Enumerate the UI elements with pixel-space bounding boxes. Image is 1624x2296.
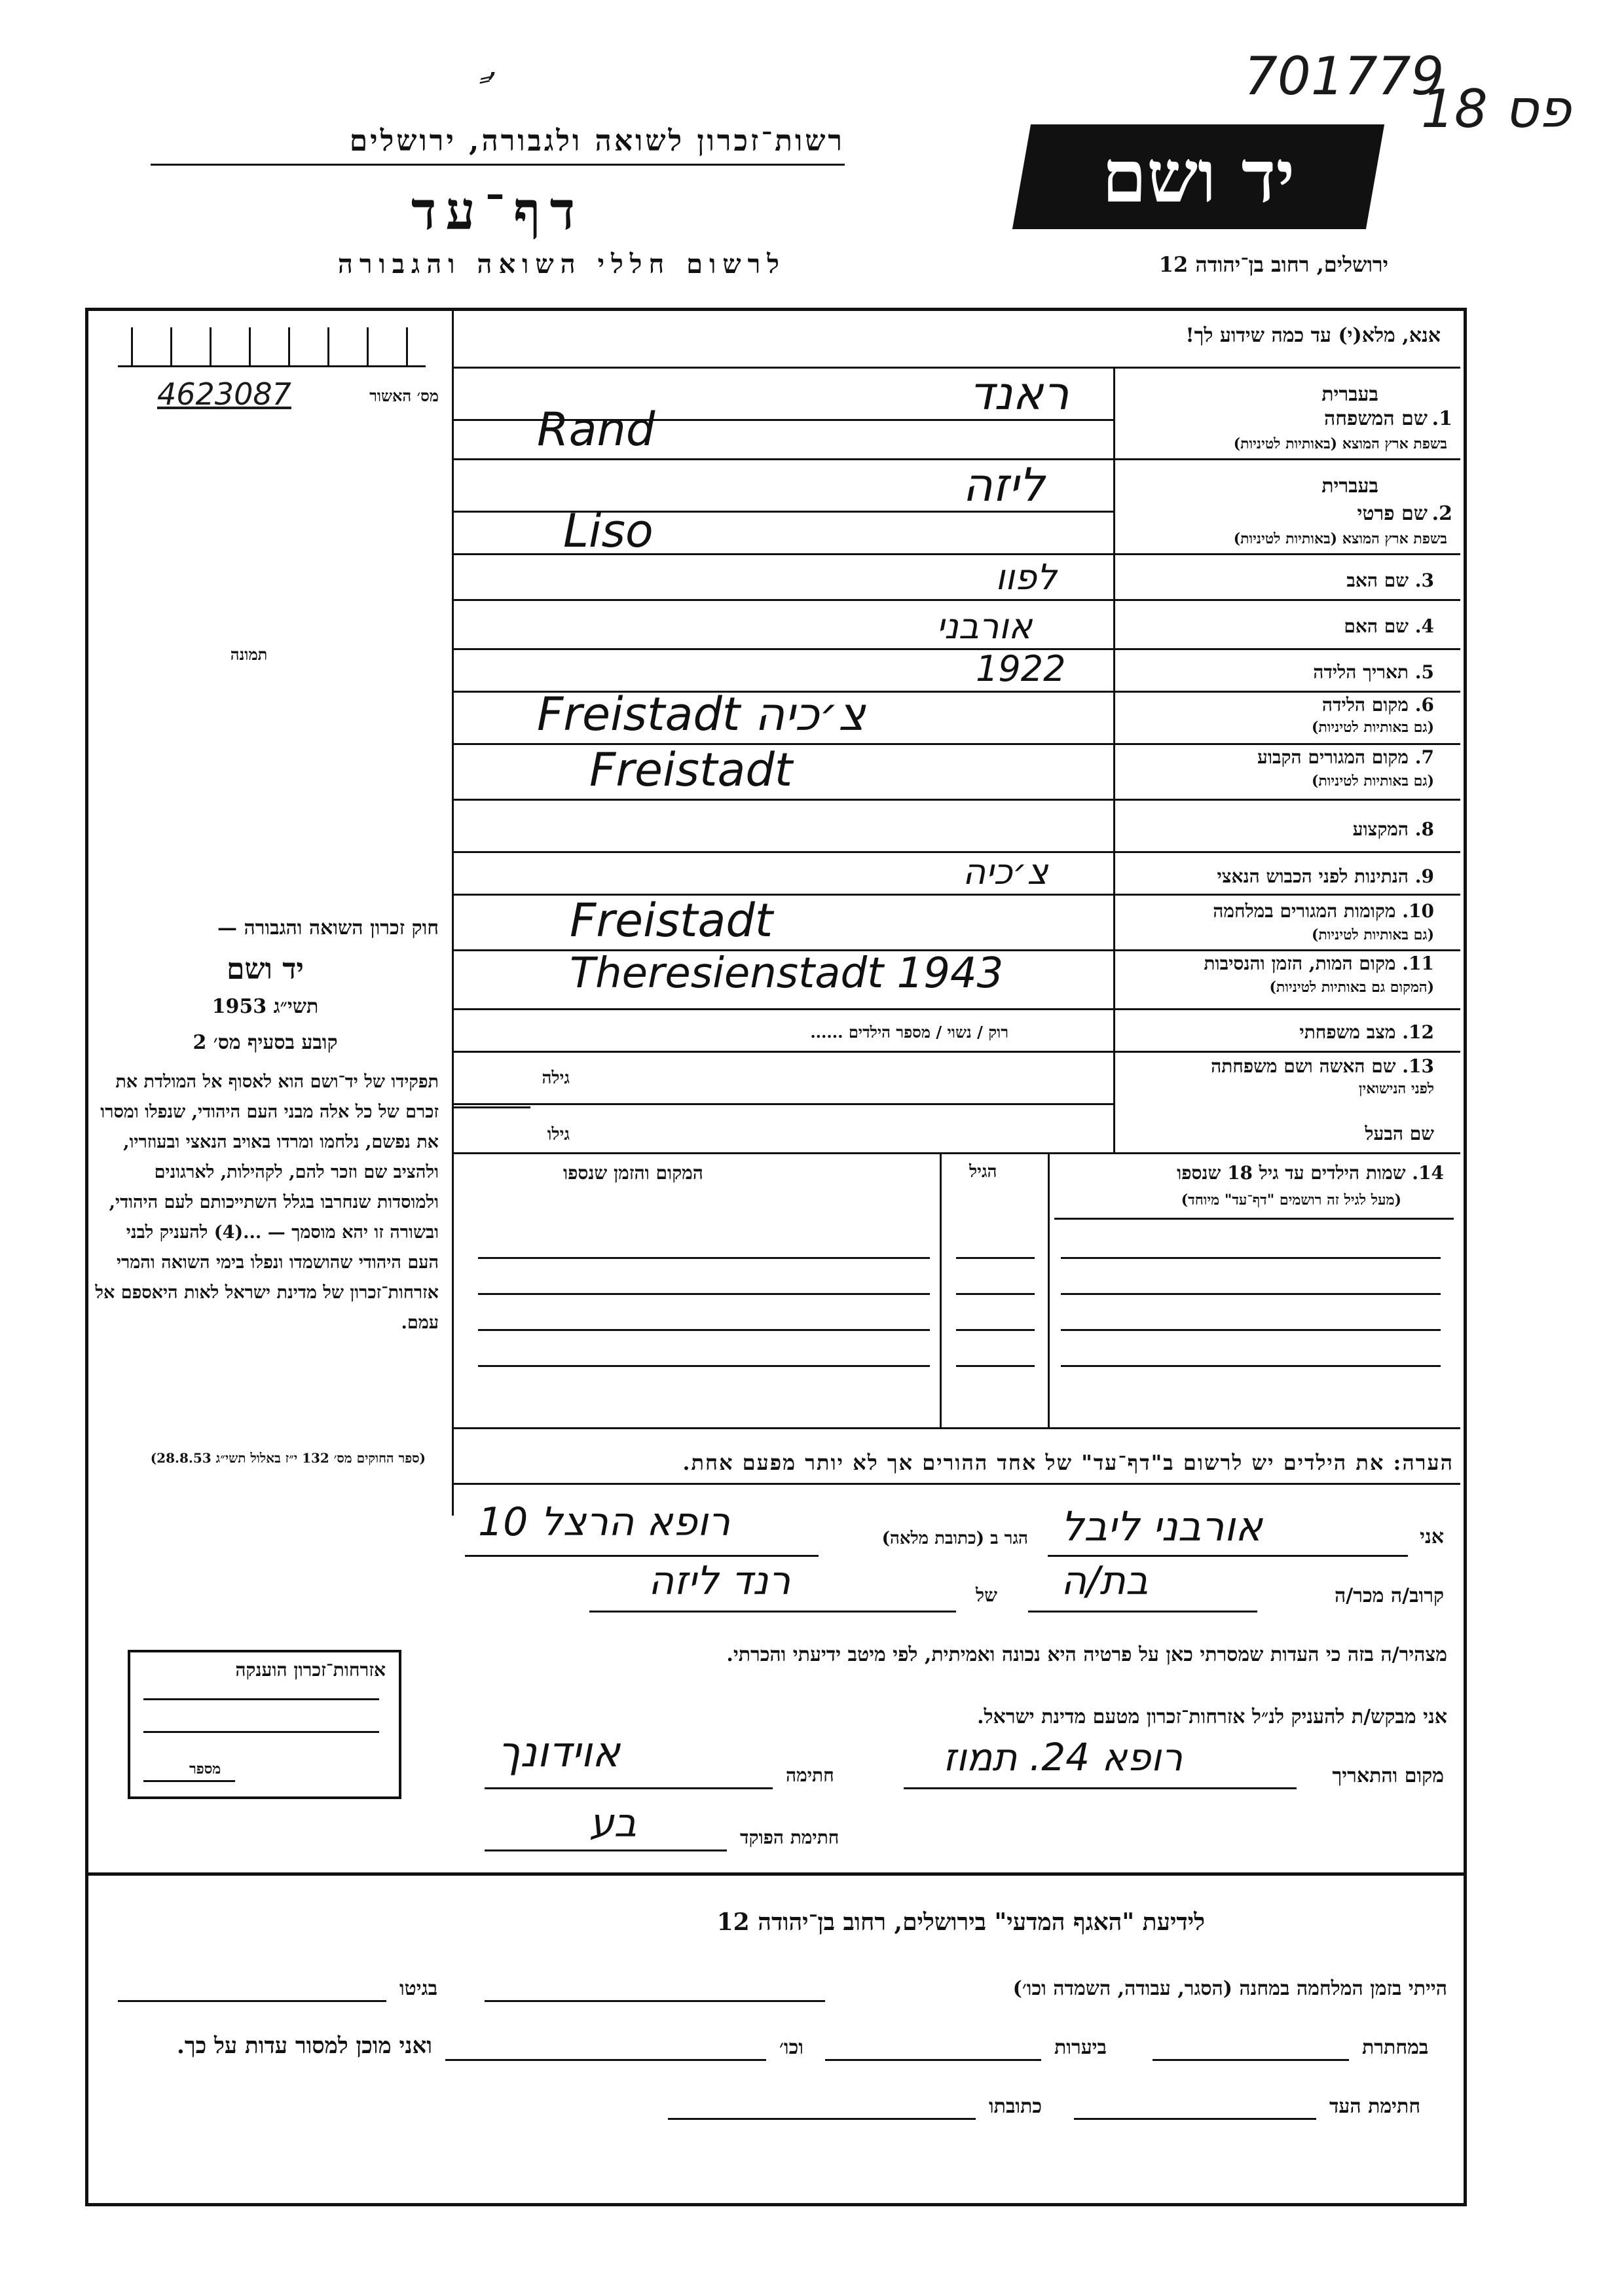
field-5-label: 5. תאריך הלידה <box>1313 661 1434 683</box>
field-9-label: 9. הנתינות לפני הכבוש הנאצי <box>1217 866 1434 887</box>
law-text: תפקידו של יד־ושם הוא לאסוף אל המולדת את זכרם של כל אלה מבני העם היהודי, שנפלו ומסרו את נפשם, נלחמו ומרדו באויב הנאצי ובעוזריו, ולהציב שם וזכר להם, לקהילות, לארגונים ולמוסדות שנחרבו בגלל השתייכותם לעם היהודי, ובשורה זו יהא מוסמך — ...(4) להעניק לבני העם היהודי שהושמדו ונפלו בימי השואה והמרי אזרחות־זכרון של מדינת ישראל לאות היאספם אל עמם. <box>95 1072 439 1333</box>
place-date-value: רופא 24. תמוז <box>943 1735 1183 1779</box>
clerk-signature-value: בע <box>589 1800 637 1846</box>
footer-line1: הייתי בזמן המלחמה במחנה (הסגר, עבודה, השמדה וכו׳) <box>1012 1977 1447 2000</box>
field-2-num: 2. <box>1431 502 1452 525</box>
declarant-prefix: אני <box>1420 1525 1444 1548</box>
declarant-name: אורבני ליבל <box>1061 1503 1263 1550</box>
field-11-note: (המקום גם באותיות לטיניות) <box>1269 979 1434 996</box>
footer-witness-signature-label: חתימת העד <box>1329 2095 1421 2118</box>
field-3-label: 3. שם האב <box>1346 570 1434 591</box>
field-2-origin-note: בשפת ארץ המוצא (באותיות לטיניות) <box>1233 530 1447 547</box>
citizenship-number-label: מספר <box>189 1760 221 1777</box>
field-8-label: 8. המקצוע <box>1352 818 1434 840</box>
field-2-value-hebrew: ליזה <box>963 458 1045 512</box>
signature-label: חתימה <box>786 1764 834 1786</box>
logo-text: יד ושם <box>1101 134 1295 219</box>
relative-label: קרוב/ה מכר/ה <box>1335 1584 1444 1607</box>
law-source: (ספר החוקים מס׳ 132 י״ז באלול תשי״ג 28.8.53) <box>150 1450 426 1466</box>
husband-name-label: שם הבעל <box>1365 1123 1434 1144</box>
left-column-divider <box>452 308 454 1516</box>
husband-name-value: גילו <box>547 1125 570 1144</box>
approval-box <box>118 327 426 367</box>
footer-ghetto-label: בגיטו <box>399 1977 438 2000</box>
field-9-value: צ׳כיה <box>963 851 1048 892</box>
field-12-label: 12. מצב משפחתי <box>1299 1021 1434 1043</box>
form-subtitle: לרשום חללי השואה והגבורה <box>337 249 786 280</box>
children-note: (מעל לגיל זה רושמים "דף־עד" מיוחד) <box>1181 1192 1401 1209</box>
clerk-signature-label: חתימת הפוקד <box>740 1827 840 1848</box>
of-label: של <box>976 1584 997 1606</box>
of-name: רנד ליזה <box>648 1558 791 1604</box>
field-10-label: 10. מקומות המגורים במלחמה <box>1213 900 1434 922</box>
document-number: 701779 <box>1244 46 1445 107</box>
field-13-label: 13. שם האשה ושם משפחתה <box>1211 1055 1434 1077</box>
children-label: 14. שמות הילדים עד גיל 18 שנספו <box>1177 1162 1444 1184</box>
field-6-value: Freistadt צ׳כיה <box>537 687 866 741</box>
declarant-address: רופא הרצל 10 <box>478 1499 731 1545</box>
request-text: אני מבקש/ת להעניק לנ״ל אזרחות־זכרון מטעם מדינת ישראל. <box>977 1705 1447 1728</box>
field-2-label: שם פרטי <box>1357 502 1428 525</box>
field-1-origin-note: בשפת ארץ המוצא (באותיות לטיניות) <box>1233 435 1447 452</box>
header-address: ירושלים, רחוב בן־יהודה 12 <box>1158 252 1388 277</box>
footer-testimony-label: ואני מוכן למסור עדות על כך. <box>177 2033 432 2059</box>
authority-name: רשות־זכרון לשואה ולגבורה, ירושלים <box>349 124 845 158</box>
field-6-latin-note: (גם באותיות לטיניות) <box>1311 719 1434 736</box>
field-4-value: אורבני <box>936 606 1033 647</box>
field-12-value: רוק / נשוי / מספר הילדים ...... <box>810 1023 1008 1042</box>
field-6-label: 6. מקום הלידה <box>1321 694 1434 716</box>
page-reference: פס 18 <box>1421 79 1572 139</box>
law-title: חוק זכרון השואה והגבורה — <box>217 917 439 939</box>
law-clause: קובע בסעיף מס׳ 2 <box>193 1031 338 1054</box>
field-1-value-hebrew: ראנד <box>969 367 1069 420</box>
law-name: יד ושם <box>227 953 304 986</box>
form-title: דף־עד <box>411 180 585 242</box>
footer-etc-label: וכו׳ <box>779 2036 803 2059</box>
field-13-value: גילה <box>542 1068 570 1088</box>
field-1-num: 1. <box>1431 407 1452 430</box>
relation-value: בת/ה <box>1061 1558 1149 1604</box>
children-remark: הערה: את הילדים יש לרשום ב"דף־עד" של אחד ההורים אך לא יותר מפעם אחת. <box>682 1450 1454 1475</box>
field-7-value: Freistadt <box>589 743 793 797</box>
footer-address-label: כתובתו <box>989 2095 1043 2118</box>
place-date-label: מקום והתאריך <box>1332 1764 1444 1787</box>
field-3-value: לפוו <box>995 556 1057 598</box>
field-2-value-latin: Liso <box>563 504 654 558</box>
children-col-age: הגיל <box>969 1162 997 1182</box>
field-7-latin-note: (גם באותיות לטיניות) <box>1311 773 1434 790</box>
field-11-value: Theresienstadt 1943 <box>570 949 1004 998</box>
footer-title: לידיעת "האגף המדעי" בירושלים, רחוב בן־יהודה 12 <box>716 1908 1205 1936</box>
field-13-note: לפני הנישואין <box>1358 1080 1434 1097</box>
approval-number: 4623087 <box>157 376 291 412</box>
in-hebrew-label-1: בעברית <box>1321 383 1378 406</box>
yad-vashem-logo <box>1012 124 1384 229</box>
signature-value: אוידונך <box>498 1728 620 1777</box>
top-mark: ٍ ‚ <box>478 46 499 84</box>
footer-divider <box>85 1872 1464 1876</box>
children-col-place: המקום והזמן שנספו <box>563 1162 703 1184</box>
authority-underline <box>151 164 845 166</box>
declaration-text: מצהיר/ה בזה כי העדות שמסרתי כאן על פרטיה היא נכונה ואמיתית, לפי מיטב ידיעתי והכרתי. <box>726 1643 1447 1666</box>
label-column-divider <box>1113 367 1115 1152</box>
instruction-divider <box>452 367 1460 369</box>
citizenship-box <box>128 1650 401 1799</box>
footer-underground-label: במחתרת <box>1362 2036 1429 2059</box>
citizenship-box-title: אזרחות־זכרון הוענקה <box>235 1659 386 1681</box>
field-11-label: 11. מקום המות, הזמן והנסיבות <box>1204 953 1434 974</box>
law-year: תשי״ג 1953 <box>212 995 319 1018</box>
field-1-value-latin: Rand <box>537 403 655 456</box>
field-10-value: Freistadt <box>570 894 773 947</box>
declarant-residing-label: הגר ב (כתובת מלאה) <box>881 1529 1028 1548</box>
footer-forests-label: ביערות <box>1054 2036 1107 2059</box>
approval-label: מס׳ האשור <box>369 386 439 405</box>
field-1-label: שם המשפחה <box>1323 407 1428 430</box>
field-10-latin-note: (גם באותיות לטיניות) <box>1311 926 1434 943</box>
field-4-label: 4. שם האם <box>1344 615 1434 637</box>
field-5-value: 1922 <box>976 648 1066 689</box>
field-7-label: 7. מקום המגורים הקבוע <box>1257 746 1434 768</box>
form-instruction: אנא, מלא(י) עד כמה שידוע לך! <box>1185 324 1441 347</box>
photo-label: תמונה <box>230 645 268 664</box>
in-hebrew-label-2: בעברית <box>1321 475 1378 498</box>
